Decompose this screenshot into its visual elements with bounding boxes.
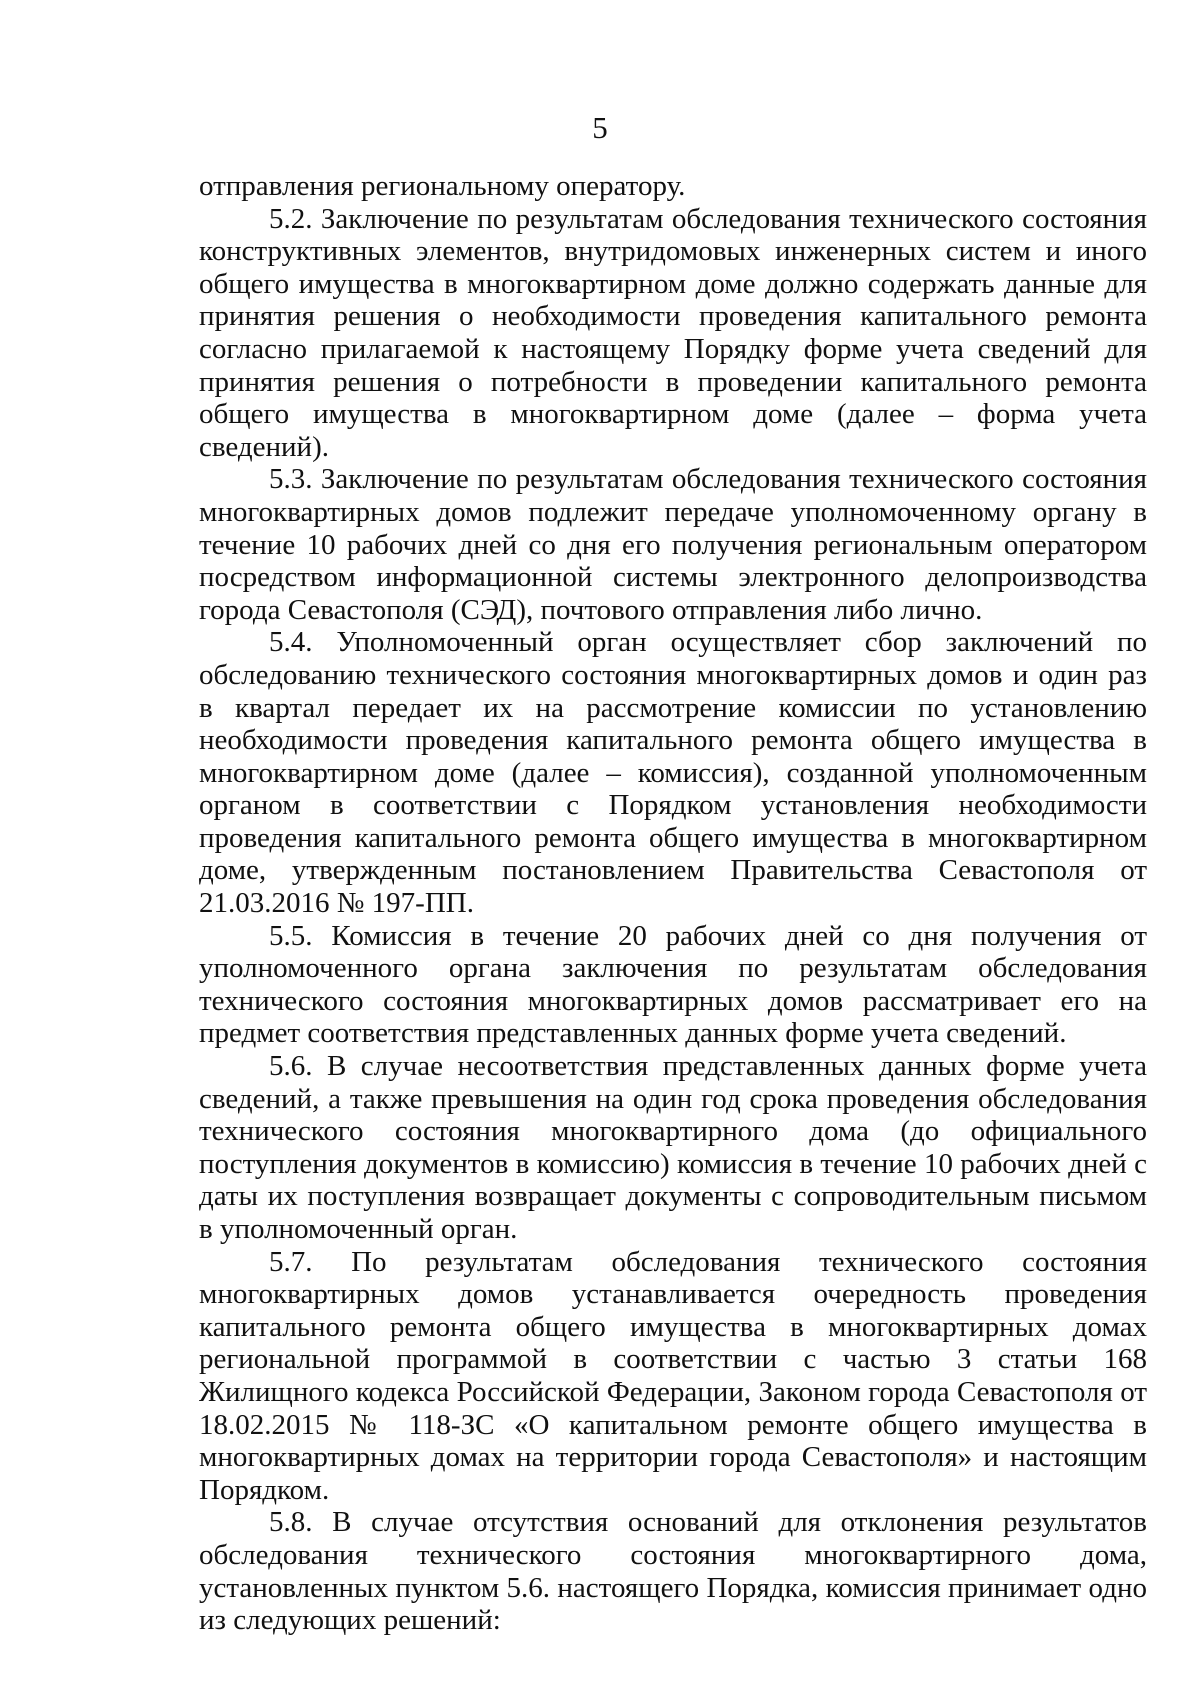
paragraph-5-5: 5.5. Комиссия в течение 20 рабочих дней со дня получения от уполномоченного органа заключения по результатам обследования технического состояния многоквартирных домов рассматривает его на предмет соответствия представленных данных форме учета сведений. [199,919,1147,1050]
paragraph-continuation: отправления региональному оператору. [199,170,686,202]
document-body [199,170,1147,1637]
paragraph-5-6: 5.6. В случае несоответствия представленных данных форме учета сведений, а также превышения на один год срока проведения обследования технического состояния многоквартирного дома (до официального поступления документов в комиссию) комиссия в течение 10 рабочих дней с даты их поступления возвращает документы с сопроводительным письмом в уполномоченный орган. [199,1050,1147,1245]
paragraph-5-7: 5.7. По результатам обследования технического состояния многоквартирных домов устанавливается очередность проведения капитального ремонта общего имущества в многоквартирных домах региональной программой в соответствии с частью 3 статьи 168 Жилищного кодекса Российской Федерации, Законом города Севастополя от 18.02.2015 № 118-ЗС «О капитальном ремонте общего имущества в многоквартирных домах на территории города Севастополя» и настоящим Порядком. [199,1245,1147,1506]
paragraph-5-4: 5.4. Уполномоченный орган осуществляет сбор заключений по обследованию технического состояния многоквартирных домов и один раз в квартал передает их на рассмотрение комиссии по установлению необходимости проведения капитального ремонта общего имущества в многоквартирном доме (далее – комиссия), созданной уполномоченным органом в соответствии с Порядком установления необходимости проведения капитального ремонта общего имущества в многоквартирном доме, утвержденным постановлением Правительства Севастополя от 21.03.2016 № 197-ПП. [199,626,1147,920]
paragraph-5-2: 5.2. Заключение по результатам обследования технического состояния конструктивных элементов, внутридомовых инженерных систем и иного общего имущества в многоквартирном доме должно содержать данные для принятия решения о необходимости проведения капитального ремонта согласно прилагаемой к настоящему Порядку форме учета сведений для принятия решения о потребности в проведении капитального ремонта общего имущества в многоквартирном доме (далее – форма учета сведений). [199,202,1147,463]
paragraph-5-3: 5.3. Заключение по результатам обследования технического состояния многоквартирных домов подлежит передаче уполномоченному органу в течение 10 рабочих дней со дня его получения региональным оператором посредством информационной системы электронного делопроизводства города Севастополя (СЭД), почтового отправления либо лично. [199,463,1147,626]
page-number: 5 [592,110,608,145]
paragraph-5-8: 5.8. В случае отсутствия оснований для отклонения результатов обследования технического состояния многоквартирного дома, установленных пунктом 5.6. настоящего Порядка, комиссия принимает одно из следующих решений: [199,1506,1147,1637]
